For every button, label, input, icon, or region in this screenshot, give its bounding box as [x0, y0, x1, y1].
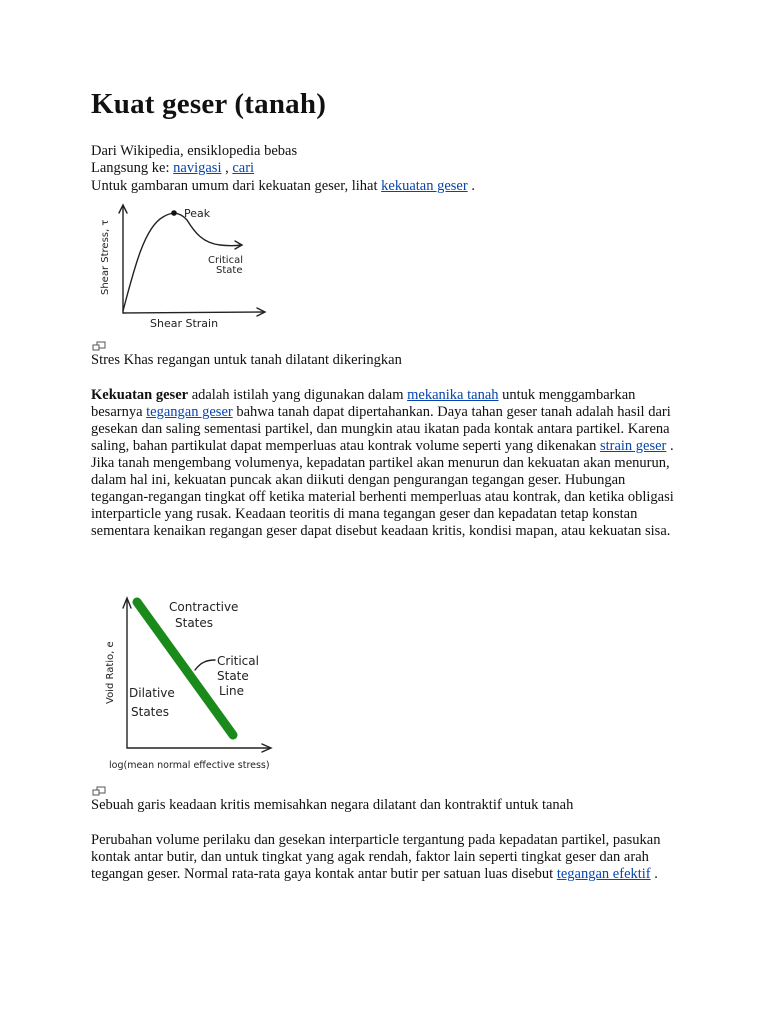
x-axis-label: log(mean normal effective stress) [109, 760, 270, 771]
hatnote-suffix: . [467, 178, 475, 194]
critical-state-figure[interactable] [97, 588, 282, 778]
x-axis-label: Shear Strain [150, 317, 219, 330]
text: untuk menggambarkan besarnya [91, 387, 636, 420]
csl-pointer [195, 660, 215, 670]
soil-mechanics-link[interactable]: mekanika tanah [407, 387, 499, 403]
csl-label-2: State [217, 669, 249, 683]
stress-strain-figure[interactable] [95, 195, 275, 335]
paragraph [91, 387, 679, 540]
csl-label-1: Critical [217, 654, 259, 668]
bold-term: Kekuatan geser [91, 387, 189, 403]
shear-strength-link[interactable]: kekuatan geser [381, 178, 468, 194]
shear-stress-link[interactable]: tegangan geser [146, 404, 233, 420]
dilative-label: Dilative [129, 686, 175, 700]
state-label: State [216, 265, 243, 276]
jump-separator: , [221, 160, 233, 176]
effective-stress-link[interactable]: tegangan efektif [556, 866, 651, 882]
site-subtitle: Dari Wikipedia, ensiklopedia bebas [91, 143, 298, 159]
text: adalah istilah yang digunakan dalam [188, 387, 408, 403]
y-axis-label: Shear Stress, τ [100, 219, 111, 295]
paragraph [91, 832, 679, 883]
figure-caption: Stres Khas regangan untuk tanah dilatant dikeringkan [91, 352, 402, 368]
states-label: States [175, 616, 214, 630]
critical-label: Critical [208, 255, 243, 266]
y-axis-label: Void Ratio, e [105, 641, 116, 704]
text: bahwa tanah dapat dipertahankan. Daya tahan geser tanah adalah hasil dari gesekan dan saling sementasi partikel, dan mungkin atau ikatan pada kontak antara partikel. Karena saling, bahan partikulat dapat memperluas atau kontrak volume seperti yang dikenakan [91, 404, 671, 454]
jump-links [91, 160, 254, 177]
page-title: Kuat geser (tanah) [91, 88, 327, 120]
peak-label: Peak [184, 207, 211, 220]
enlarge-icon[interactable] [92, 786, 106, 796]
figure-caption: Sebuah garis keadaan kritis memisahkan negara dilatant dan kontraktif untuk tanah [91, 797, 574, 813]
text: Perubahan volume perilaku dan gesekan interparticle tergantung pada kepadatan partikel, pasukan kontak antar butir, dan untuk tingkat yang agak rendah, faktor lain seperti tingkat geser dan arah tegangan geser. Normal rata-rata gaya kontak antar butir per satuan luas disebut [91, 832, 661, 882]
shear-strain-link[interactable]: strain geser [599, 438, 667, 454]
dilative-states-label: States [131, 705, 170, 719]
jump-prefix: Langsung ke: [91, 160, 174, 176]
text: . Jika tanah mengembang volumenya, kepadatan partikel akan menurun dan kekuatan akan menurun, dalam hal ini, kekuatan puncak akan diikuti dengan pengurangan tegangan geser. Hubungan tegangan-regangan tingkat off ketika material berhenti memperluas atau kontrak, dan ketika obligasi interparticle yang rusak. Keadaan teoritis di mana tegangan geser dan kepadatan tetap konstan sementara kenaikan regangan geser dapat disebut keadaan kritis, kondisi mapan, atau kekuatan sisa. [91, 438, 674, 539]
peak-marker [171, 210, 177, 216]
search-link[interactable]: cari [232, 160, 255, 176]
text: . [650, 866, 658, 882]
x-axis [123, 312, 263, 313]
hatnote-text: Untuk gambaran umum dari kekuatan geser, lihat [91, 178, 382, 194]
hatnote [91, 178, 475, 195]
enlarge-icon[interactable] [92, 341, 106, 351]
contractive-label: Contractive [169, 600, 239, 614]
csl-label-3: Line [219, 684, 245, 698]
navigation-link[interactable]: navigasi [173, 160, 222, 176]
